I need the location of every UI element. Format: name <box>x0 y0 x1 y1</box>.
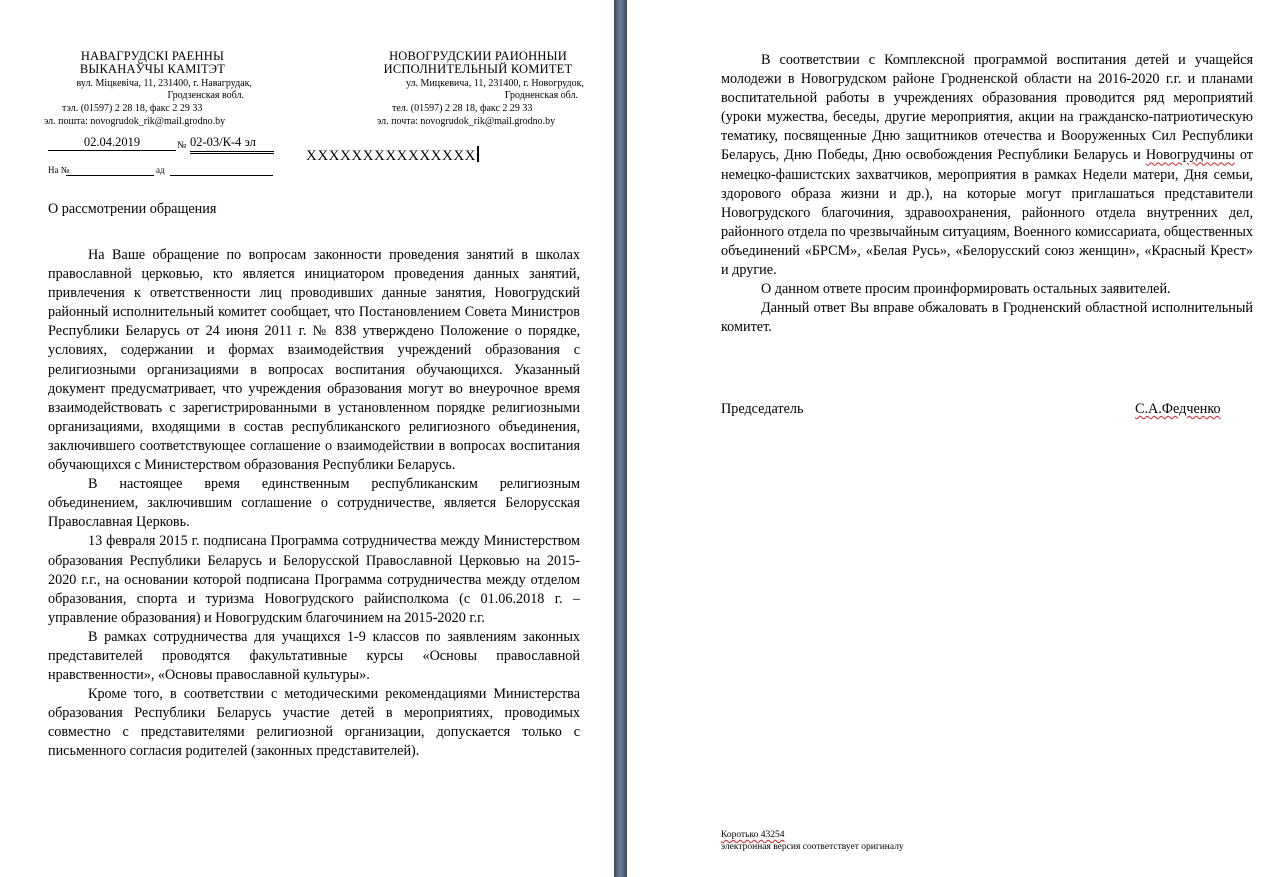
address-by-line2: Гродзенская вобл. <box>167 90 244 101</box>
paragraph: О данном ответе просим проинформировать остальных заявителей. <box>761 281 1171 298</box>
paragraph: В рамках сотрудничества для учащихся 1-9 классов по заявлениям законных представителей проводятся факультативные курсы «Основы православной нравственности», «Основы православной культуры». <box>48 628 580 684</box>
address-by-line1: вул. Міцкевіча, 11, 231400, г. Навагрудак, <box>76 78 252 89</box>
document-page-left[interactable] <box>0 0 614 877</box>
paragraph-part: от немецко-фашистских захватчиков, мероприятия в рамках Недели матери, Дня семьи, здорового образа жизни и др.), на которые могут приглашаться представители Новогрудского благочиния, здравоохранения, районного отдела внутренних дел, районного отдела по чрезвычайным ситуациям, Военного комиссариата, общественных объединений «БРСМ», «Белая Русь», «Белорусский союз женщин», «Красный Крест» и другие. <box>721 147 1253 279</box>
phone-by: тэл. (01597) 2 28 18, факс 2 29 33 <box>62 103 203 114</box>
paragraph: Данный ответ Вы вправе обжаловать в Гродненский областной исполнительный комитет. <box>721 300 1253 336</box>
paragraph: На Ваше обращение по вопросам законности проведения занятий в школах православной церковью, кто является инициатором проведения данных занятий, привлечения к ответственности лиц проводивших данные занятия, Новогрудский районный исполнительный комитет сообщает, что Постановлением Совета Министров Республики Беларусь от 24 июня 2011 г. № 838 утверждено Положение о порядке, условиях, содержании и формах взаимодействия учреждений образования с религиозными организациями в вопросах воспитания обучающихся. Указанный документ предусматривает, что учреждения образования могут во внеурочное время взаимодействовать с зарегистрированными в установленном порядке религиозными организациями, входящими в состав республиканского религиозного объединения, заключившего соответствующее соглашение о взаимодействии в вопросах воспитания обучающихся с Министерством образования Республики Беларусь. <box>48 247 580 474</box>
text-cursor <box>477 146 479 162</box>
date-field: 02.04.2019 <box>48 135 176 151</box>
footer-note: электронная версия соответствует оригиналу <box>721 842 904 852</box>
paragraph: Кроме того, в соответствии с методическими рекомендациями Министерства образования Республики Беларусь участие детей в мероприятиях, проводимых совместно с представителями религиозной организации, допускается только с письменного согласия родителей (законных представителей). <box>48 686 580 760</box>
signature-name-text[interactable]: С.А.Федченко <box>1135 401 1221 417</box>
ref-date-underline <box>170 175 273 176</box>
org-name-ru <box>373 50 583 76</box>
paragraph-part: В соответствии с Комплексной программой воспитания детей и учащейся молодежи в Новогрудском районе Гродненской области на 2016-2020 г.г. и планами воспитательной работы в учреждениях образования проводится ряд мероприятий (уроки мужества, беседы, другие мероприятия, акции на гражданско-патриотическую тематику, посвященные Дню защитников отечества и Вооруженных Сил Республики Беларусь, Дню Победы, Дню освобождения Республики Беларусь и <box>721 52 1253 164</box>
address-ru-line2: Гродненская обл. <box>504 90 578 101</box>
number-sign: № <box>177 140 187 151</box>
addressee[interactable] <box>306 146 479 165</box>
org-name-ru-line1: НОВОГРУДСКИИ РАИОННЫИ <box>389 49 567 63</box>
executor <box>721 829 904 841</box>
org-name-by <box>50 50 255 76</box>
outgoing-number-field <box>190 135 272 150</box>
signature-name <box>1135 401 1221 418</box>
org-name-ru-line2: ИСПОЛНИТЕЛЬНЫЙ КОМИТЕТ <box>383 62 573 76</box>
signature-position: Председатель <box>721 401 804 417</box>
org-name-by-line2: ВЫКАНАЎЧЫ КАМІТЭТ <box>79 62 226 76</box>
paragraph: 13 февраля 2015 г. подписана Программа сотрудничества между Министерством образования Республики Беларусь и Белорусской Православной Церковью на 2015-2020 г.г., на основании которой подписана Программа сотрудничества между отделом образования, спорта и туризма Новогрудского райисполкома (с 01.06.2018 г. – управление образования) и Новогрудским благочинием на 2015-2020 г.г. <box>48 533 580 626</box>
outgoing-number-underline <box>190 151 274 154</box>
outgoing-number: 02-03/К-4 эл <box>190 135 256 149</box>
address-ru-line1: ул. Мицкевича, 11, 231400, г. Новогрудок, <box>406 78 584 89</box>
addressee-text: XXXXXXXXXXXXXXX <box>306 148 476 164</box>
letter-body-right[interactable] <box>721 51 1253 337</box>
org-name-by-line1: НАВАГРУДСКІ РАЕННЫ <box>80 49 225 63</box>
paragraph: В настоящее время единственным республиканским религиозным объединением, заключившим соглашение о сотрудничестве, является Белорусская Православная Церковь. <box>48 476 580 531</box>
email-ru: эл. почта: novogrudok_rik@mail.grodno.by <box>377 116 556 127</box>
phone-ru: тел. (01597) 2 28 18, факс 2 29 33 <box>392 103 533 114</box>
page-gutter <box>614 0 627 877</box>
ref-number-underline <box>66 175 154 176</box>
letter-body-left[interactable] <box>48 246 580 762</box>
footer-block <box>721 829 904 853</box>
email-by: эл. пошта: novogrudok_rik@mail.grodno.by <box>44 116 226 127</box>
ref-label: На № <box>48 165 70 175</box>
document-page-right[interactable] <box>627 0 1280 877</box>
paragraph <box>721 51 1253 280</box>
executor-text[interactable]: Коротько 43254 <box>721 830 785 840</box>
subject-line: О рассмотрении обращения <box>48 201 217 217</box>
ref-middle: ад <box>156 165 165 175</box>
spellcheck-flagged-word[interactable]: Новогрудчины <box>1145 147 1235 164</box>
